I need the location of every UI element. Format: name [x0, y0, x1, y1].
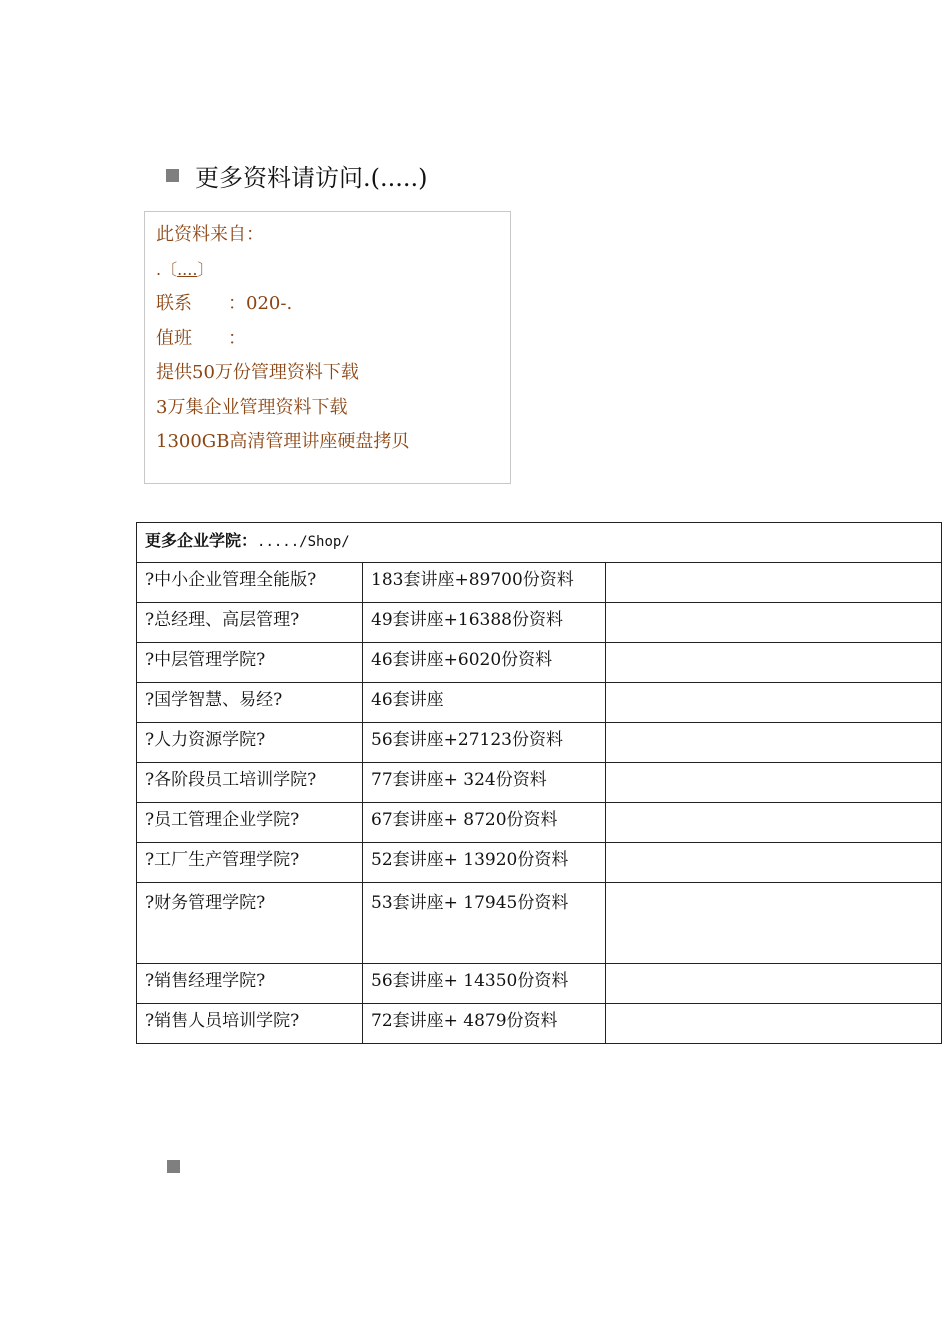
- row-desc: 53套讲座+ 17945份资料: [363, 883, 606, 964]
- row-name: ?总经理、高层管理?: [137, 603, 363, 643]
- row-desc: 72套讲座+ 4879份资料: [363, 1004, 606, 1044]
- source-link-line: [156, 253, 510, 288]
- offer-line-3: 1300GB高清管理讲座硬盘拷贝: [156, 431, 410, 452]
- table-header-row: [137, 523, 942, 563]
- link-prefix: .〔: [156, 259, 178, 279]
- row-desc: 77套讲座+ 324份资料: [363, 763, 606, 803]
- page-heading: [166, 158, 428, 193]
- row-extra: [606, 603, 942, 643]
- row-extra: [606, 883, 942, 964]
- header-url[interactable]: ...../Shop/: [257, 534, 350, 550]
- table-row: [137, 964, 942, 1004]
- footer-bullet-square-icon: [167, 1160, 180, 1173]
- duty-line: 值班 ：: [156, 327, 246, 349]
- row-extra: [606, 683, 942, 723]
- row-name: ?财务管理学院?: [137, 883, 363, 964]
- row-desc: 183套讲座+89700份资料: [363, 563, 606, 603]
- row-name: ?国学智慧、易经?: [137, 683, 363, 723]
- table-row: [137, 563, 942, 603]
- row-desc: 49套讲座+16388份资料: [363, 603, 606, 643]
- header-title: 更多企业学院：: [145, 531, 258, 550]
- row-desc: 56套讲座+27123份资料: [363, 723, 606, 763]
- table-row: [137, 883, 942, 964]
- table-row: [137, 643, 942, 683]
- heading-text: 更多资料请访问.(.....): [195, 164, 428, 192]
- row-extra: [606, 843, 942, 883]
- row-name: ?各阶段员工培训学院?: [137, 763, 363, 803]
- row-desc: 67套讲座+ 8720份资料: [363, 803, 606, 843]
- row-desc: 46套讲座+6020份资料: [363, 643, 606, 683]
- row-extra: [606, 763, 942, 803]
- row-name: ?工厂生产管理学院?: [137, 843, 363, 883]
- link-suffix: 〕: [197, 259, 214, 279]
- table-row: [137, 843, 942, 883]
- table-row: [137, 683, 942, 723]
- bullet-square-icon: [166, 169, 179, 182]
- row-name: ?销售人员培训学院?: [137, 1004, 363, 1044]
- table-row: [137, 603, 942, 643]
- source-link[interactable]: ....: [177, 259, 198, 279]
- course-table: [136, 522, 942, 1044]
- row-name: ?员工管理企业学院?: [137, 803, 363, 843]
- source-label: 此资料来自：: [156, 224, 264, 245]
- row-extra: [606, 643, 942, 683]
- row-name: ?销售经理学院?: [137, 964, 363, 1004]
- row-extra: [606, 1004, 942, 1044]
- row-desc: 46套讲座: [363, 683, 606, 723]
- row-name: ?中小企业管理全能版?: [137, 563, 363, 603]
- row-extra: [606, 563, 942, 603]
- row-extra: [606, 723, 942, 763]
- table-row: [137, 1004, 942, 1044]
- table-row: [137, 803, 942, 843]
- source-info-box: [144, 211, 511, 484]
- table-row: [137, 723, 942, 763]
- row-name: ?中层管理学院?: [137, 643, 363, 683]
- row-desc: 56套讲座+ 14350份资料: [363, 964, 606, 1004]
- table-row: [137, 763, 942, 803]
- offer-line-1: 提供50万份管理资料下载: [156, 362, 359, 383]
- row-extra: [606, 803, 942, 843]
- table-header-cell: [137, 523, 942, 563]
- row-name: ?人力资源学院?: [137, 723, 363, 763]
- row-extra: [606, 964, 942, 1004]
- offer-line-2: 3万集企业管理资料下载: [156, 396, 348, 418]
- contact-line: 联系 ：020-.: [156, 293, 293, 314]
- row-desc: 52套讲座+ 13920份资料: [363, 843, 606, 883]
